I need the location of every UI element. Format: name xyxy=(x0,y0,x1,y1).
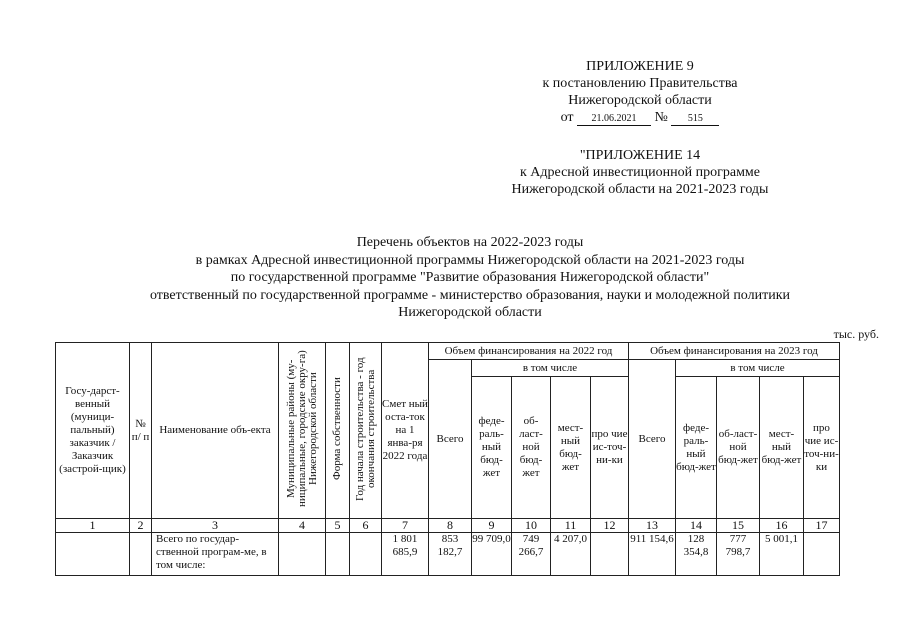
col-number: 17 xyxy=(804,519,840,533)
header-num: № п/ п xyxy=(130,343,152,519)
local-2023: 5 001,1 xyxy=(760,533,804,576)
col-number: 10 xyxy=(512,519,551,533)
federal-2022: 99 709,0 xyxy=(472,533,512,576)
title-line-1: Перечень объектов на 2022-2023 годы xyxy=(356,235,584,250)
appendix-14-line2: к Адресной инвестиционной программе xyxy=(519,165,761,180)
header-federal-2022: феде-раль-ный бюд-жет xyxy=(472,377,512,519)
col-number: 9 xyxy=(472,519,512,533)
number-sign: № xyxy=(654,110,668,125)
col-number: 1 xyxy=(56,519,130,533)
column-numbers-row xyxy=(56,519,840,533)
title-line-5: Нижегородской области xyxy=(398,305,542,320)
appendix-14-block xyxy=(470,147,810,198)
appendix-9-block xyxy=(490,58,790,126)
col-number: 3 xyxy=(152,519,279,533)
header-fin-2023: Объем финансирования на 2023 год xyxy=(629,343,840,360)
col-number: 6 xyxy=(350,519,382,533)
header-local-2023: мест-ный бюд-жет xyxy=(760,377,804,519)
objects-table xyxy=(55,342,840,576)
header-local-2022: мест-ный бюд-жет xyxy=(551,377,591,519)
header-total-2022: Всего xyxy=(429,360,472,519)
decree-date: 21.06.2021 xyxy=(577,113,651,126)
title-line-4: ответственный по государственной программе - министерство образования, науки и молодежной политики xyxy=(149,287,791,303)
header-ownership xyxy=(326,343,350,519)
header-ownership-text: Форма собственности xyxy=(331,377,343,480)
federal-2023: 128 354,8 xyxy=(676,533,717,576)
cell-district xyxy=(279,533,326,576)
total-2022: 853 182,7 xyxy=(429,533,472,576)
col-number: 4 xyxy=(279,519,326,533)
header-other-2023: про чие ис-точ-ни-ки xyxy=(804,377,840,519)
header-regional-2023: об-ласт-ной бюд-жет xyxy=(717,377,760,519)
cell-customer xyxy=(56,533,130,576)
col-number: 14 xyxy=(676,519,717,533)
appendix-14-title: "ПРИЛОЖЕНИЕ 14 xyxy=(579,148,701,163)
title-line-2: в рамках Адресной инвестиционной программы Нижегородской области на 2021-2023 годы xyxy=(195,252,745,268)
header-district xyxy=(279,343,326,519)
cell-ownership xyxy=(326,533,350,576)
cell-years xyxy=(350,533,382,576)
col-number: 5 xyxy=(326,519,350,533)
date-prefix: от xyxy=(560,110,574,125)
header-total-2023: Всего xyxy=(629,360,676,519)
header-incl-2023: в том числе xyxy=(676,360,840,377)
col-number: 12 xyxy=(591,519,629,533)
other-2023 xyxy=(804,533,840,576)
header-regional-2022: об-ласт-ной бюд-жет xyxy=(512,377,551,519)
other-2022 xyxy=(591,533,629,576)
total-2023: 911 154,6 xyxy=(629,533,676,576)
header-name: Наименование объ-екта xyxy=(152,343,279,519)
document-title xyxy=(60,234,880,322)
appendix-14-line3: Нижегородской области на 2021-2023 годы xyxy=(511,182,769,197)
col-number: 2 xyxy=(130,519,152,533)
col-number: 13 xyxy=(629,519,676,533)
header-remaining: Смет ный оста-ток на 1 янва-ря 2022 года xyxy=(382,343,429,519)
header-district-text: Муниципальные районы (му-ниципальные, городские окру-га) Нижегородской области xyxy=(284,350,319,507)
col-number: 16 xyxy=(760,519,804,533)
header-fin-2022: Объем финансирования на 2022 год xyxy=(429,343,629,360)
col-number: 11 xyxy=(551,519,591,533)
local-2022: 4 207,0 xyxy=(551,533,591,576)
col-number: 15 xyxy=(717,519,760,533)
total-row-name: Всего по государ-ственной програм-ме, в том числе: xyxy=(152,533,279,576)
table-row xyxy=(56,533,840,576)
regional-2022: 749 266,7 xyxy=(512,533,551,576)
decree-number: 515 xyxy=(671,113,719,126)
cell-num xyxy=(130,533,152,576)
header-years xyxy=(350,343,382,519)
units-label: тыс. руб. xyxy=(833,327,879,341)
appendix-9-date-line xyxy=(490,109,790,126)
header-customer: Госу-дарст-венный (муници-пальный) заказчик / Заказчик (застрой-щик) xyxy=(56,343,130,519)
header-other-2022: про чие ис-точ-ни-ки xyxy=(591,377,629,519)
title-line-3: по государственной программе "Развитие образования Нижегородской области" xyxy=(230,270,710,285)
col-number: 7 xyxy=(382,519,429,533)
regional-2023: 777 798,7 xyxy=(717,533,760,576)
appendix-9-line3: Нижегородской области xyxy=(568,93,712,108)
total-remaining: 1 801 685,9 xyxy=(382,533,429,576)
col-number: 8 xyxy=(429,519,472,533)
header-years-text: Год начала строительства - год окончания строительства xyxy=(353,356,377,501)
header-federal-2023: феде-раль-ный бюд-жет xyxy=(676,377,717,519)
appendix-9-line2: к постановлению Правительства xyxy=(542,76,738,91)
appendix-9-title: ПРИЛОЖЕНИЕ 9 xyxy=(586,59,694,74)
header-incl-2022: в том числе xyxy=(472,360,629,377)
